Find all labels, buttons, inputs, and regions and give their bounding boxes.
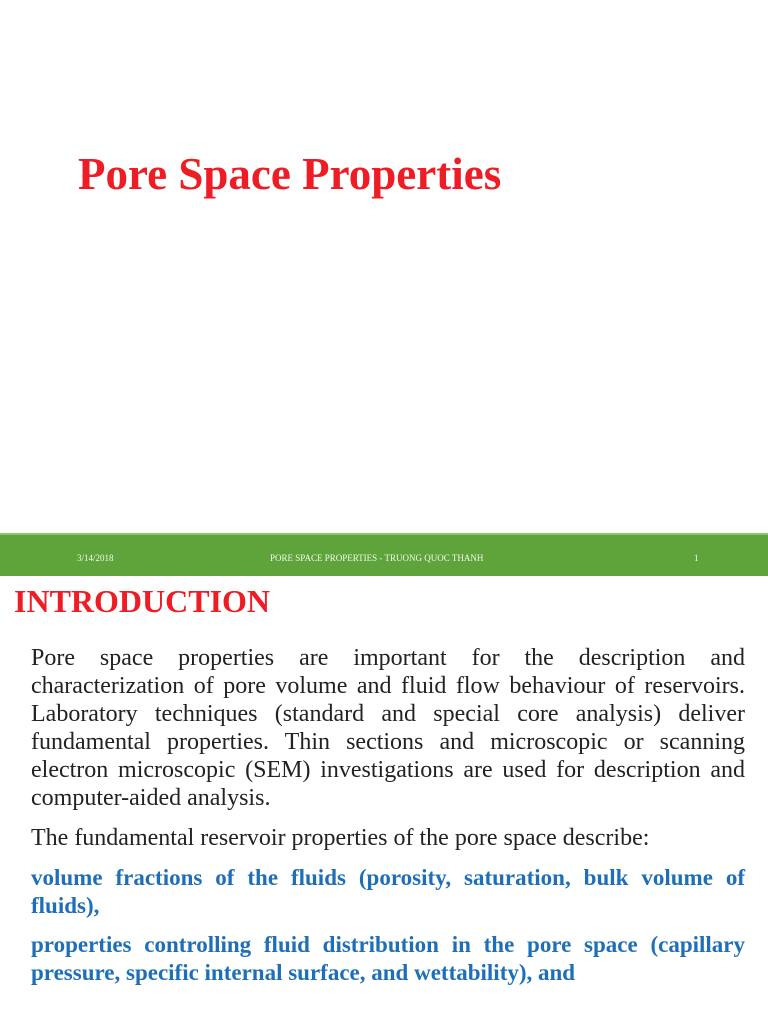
footer-page-number: 1: [694, 553, 699, 563]
slide-body: [31, 644, 745, 998]
bullet-fluid-distribution: properties controlling fluid distribution in the pore space (capillary pressure, specific internal surface, and wettability), and: [31, 932, 745, 985]
footer-title: PORE SPACE PROPERTIES - TRUONG QUOC THANH: [270, 553, 484, 563]
slide-title: Pore Space Properties: [78, 149, 502, 199]
bullet-volume-fractions: volume fractions of the fluids (porosity, saturation, bulk volume of fluids),: [31, 865, 745, 918]
properties-lead-paragraph: The fundamental reservoir properties of the pore space describe:: [31, 825, 650, 851]
footer-date: 3/14/2018: [77, 553, 114, 563]
introduction-slide: [0, 576, 768, 1024]
intro-paragraph: Pore space properties are important for the description and characterization of pore volume and fluid flow behaviour of reservoirs. Laboratory techniques (standard and special core analysis) deliver fundamental properties. Thin sections and microscopic or scanning electron microscopic (SEM) investigations are used for description and computer-aided analysis.: [31, 645, 745, 811]
slide-footer: [0, 533, 768, 576]
section-heading: INTRODUCTION: [14, 583, 271, 619]
